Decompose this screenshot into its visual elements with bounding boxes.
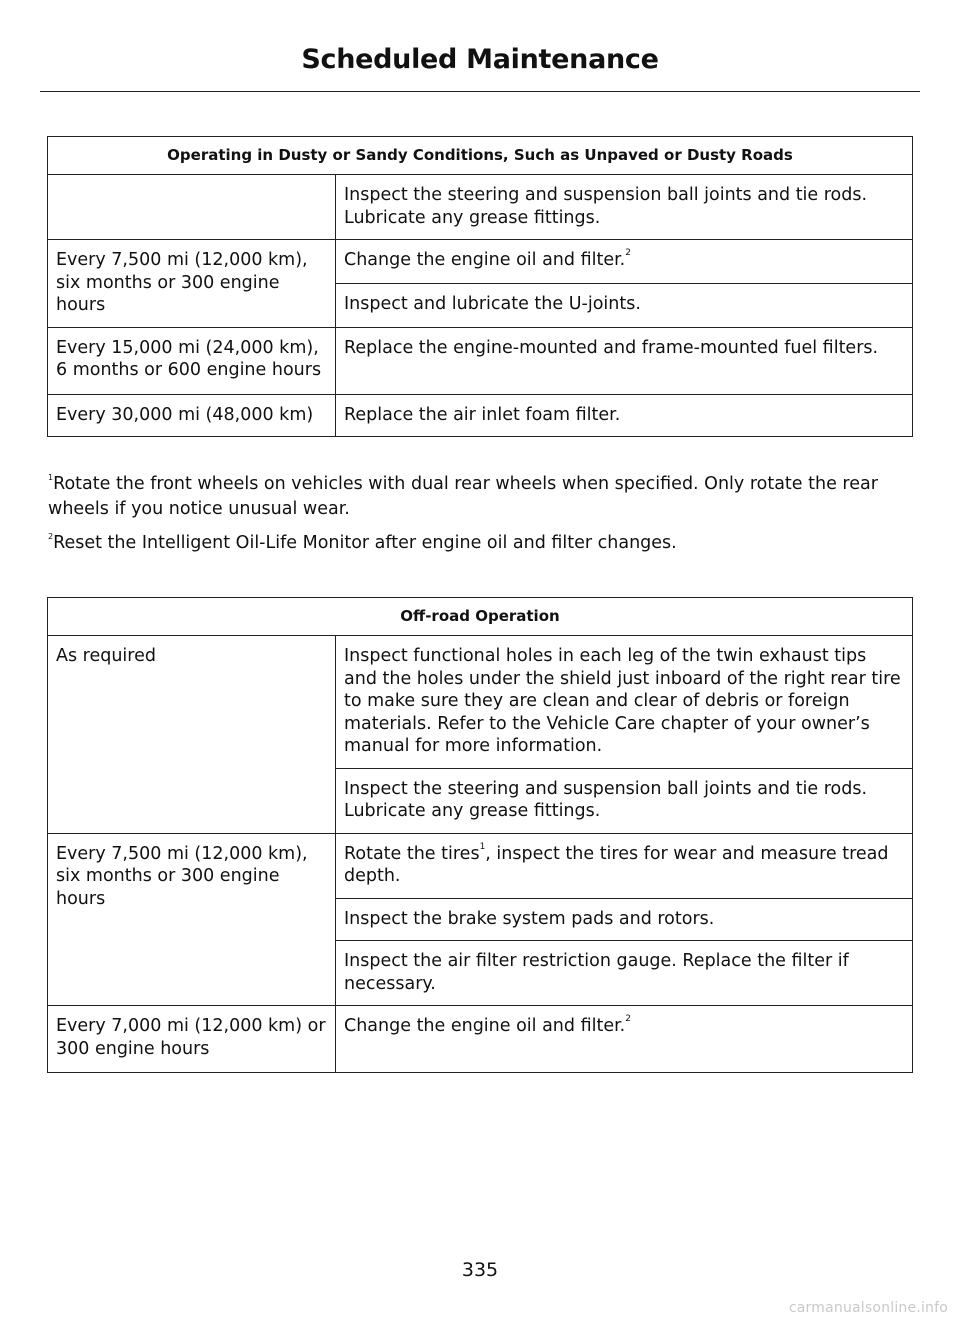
table-row (48, 394, 913, 437)
table-row (48, 636, 913, 769)
interval-cell: Every 15,000 mi (24,000 km), 6 months or 600 engine hours (48, 327, 336, 394)
dusty-conditions-table (47, 136, 913, 437)
table-row (48, 1006, 913, 1073)
offroad-operation-table (47, 597, 913, 1073)
footnote-text: Rotate the front wheels on vehicles with dual rear wheels when specified. Only rotate the rear wheels if you notice unusual wear. (48, 474, 878, 519)
interval-cell (48, 175, 336, 240)
page-number: 335 (461, 1259, 499, 1281)
footnote-text: Reset the Intelligent Oil-Life Monitor after engine oil and filter changes. (53, 533, 677, 553)
title-divider (40, 91, 920, 92)
task-cell: Inspect the steering and suspension ball joints and tie rods. Lubricate any grease fittings. (336, 175, 913, 240)
table-header-row (48, 598, 913, 636)
task-cell: Inspect the steering and suspension ball joints and tie rods. Lubricate any grease fittings. (336, 768, 913, 833)
footnote-mark: 1 (48, 473, 54, 483)
footnote-ref: 2 (625, 1014, 631, 1025)
footnote-1 (48, 472, 908, 521)
table-row (48, 327, 913, 394)
table-header-row (48, 137, 913, 175)
table-row (48, 833, 913, 898)
footnotes (48, 472, 908, 566)
task-text: Change the engine oil and filter. (344, 250, 626, 270)
task-text: Rotate the tires (344, 843, 480, 864)
interval-cell: Every 30,000 mi (48,000 km) (48, 394, 336, 437)
task-cell (336, 240, 913, 284)
offroad-table-title: Off-road Operation (48, 598, 913, 636)
footnote-ref: 1 (479, 841, 486, 852)
interval-cell: As required (48, 636, 336, 834)
interval-cell: Every 7,000 mi (12,000 km) or 300 engine hours (48, 1006, 336, 1073)
task-cell: Inspect the air filter restriction gauge. Replace the filter if necessary. (336, 941, 913, 1006)
task-cell: Inspect functional holes in each leg of the twin exhaust tips and the holes under the shield just inboard of the right rear tire to make sure they are clean and clear of debris or foreign materials. Refer to the Vehicle Care chapter of your owner’s manual for more information. (336, 636, 913, 769)
task-cell: Replace the air inlet foam filter. (336, 394, 913, 437)
dusty-table-title: Operating in Dusty or Sandy Conditions, Such as Unpaved or Dusty Roads (48, 137, 913, 175)
table-row (48, 240, 913, 284)
task-cell: Inspect and lubricate the U-joints. (336, 283, 913, 327)
task-text: , inspect the tires for wear and measure tread depth. (344, 843, 889, 886)
page-title: Scheduled Maintenance (301, 44, 659, 75)
footnote-mark: 2 (48, 532, 54, 542)
footnote-ref: 2 (625, 248, 631, 259)
interval-cell: Every 7,500 mi (12,000 km), six months or 300 engine hours (48, 240, 336, 328)
footnote-2 (48, 531, 908, 556)
interval-cell: Every 7,500 mi (12,000 km), six months or 300 engine hours (48, 833, 336, 1006)
watermark: carmanualsonline.info (788, 1300, 948, 1316)
table-row (48, 175, 913, 240)
task-cell: Replace the engine-mounted and frame-mounted fuel filters. (336, 327, 913, 394)
task-cell: Inspect the brake system pads and rotors. (336, 898, 913, 941)
task-cell (336, 1006, 913, 1073)
task-text: Change the engine oil and filter. (344, 1016, 626, 1036)
task-cell (336, 833, 913, 898)
